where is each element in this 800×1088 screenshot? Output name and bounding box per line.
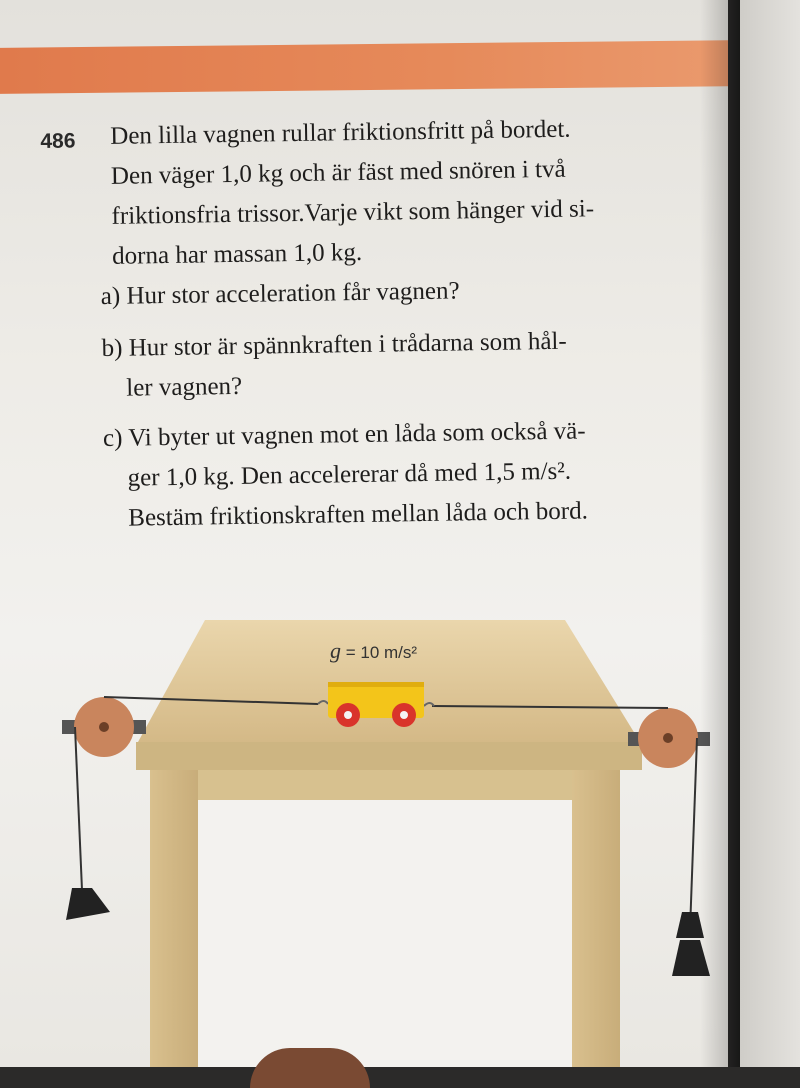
table-diagram <box>0 600 728 1067</box>
part-c-line: ger 1,0 kg. Den accelererar då med 1,5 m/s². <box>127 457 572 492</box>
next-page-edge <box>740 0 800 1067</box>
string-right-down <box>690 738 697 930</box>
cart-rim <box>328 682 424 687</box>
gravity-value: = 10 m/s² <box>341 643 418 662</box>
problem-text <box>40 107 720 532</box>
brown-object <box>250 1048 370 1088</box>
pulley-right-hub <box>663 733 673 743</box>
page-gutter-shadow <box>700 0 740 1067</box>
stem-line: dorna har massan 1,0 kg. <box>111 238 363 270</box>
problem-stem <box>110 107 722 277</box>
orange-header-band <box>0 40 728 94</box>
part-c-line: Bestäm friktionskraften mellan låda och bord. <box>128 497 589 532</box>
problem-number: 486 <box>40 129 76 153</box>
table-leg-right <box>572 770 620 1067</box>
pulley-figure <box>0 600 728 1067</box>
part-c <box>103 409 725 539</box>
gravity-symbol: g <box>330 638 341 663</box>
cart-wheel-left-hub <box>344 711 352 719</box>
stem-line: Den väger 1,0 kg och är fäst med snören i två <box>110 155 566 190</box>
part-c-line: c) Vi byter ut vagnen mot en låda som också vä- <box>102 417 586 453</box>
table-leg-left <box>150 770 198 1067</box>
table-apron <box>150 770 620 800</box>
gravity-label <box>330 638 417 664</box>
part-b <box>101 319 722 409</box>
cart-wheel-right-hub <box>400 711 408 719</box>
part-b-line: b) Hur stor är spännkraften i trådarna som hål- <box>101 327 567 363</box>
string-left-down <box>75 727 82 890</box>
weight-left <box>66 888 110 920</box>
part-a <box>101 267 722 317</box>
stem-line: friktionsfria trissor.Varje vikt som hänger vid si- <box>111 195 595 230</box>
part-a-line: a) Hur stor acceleration får vagnen? <box>100 277 460 311</box>
stem-line: Den lilla vagnen rullar friktionsfritt på bordet. <box>110 115 571 150</box>
pulley-left-hub <box>99 722 109 732</box>
table-underside <box>198 800 572 1067</box>
table-front-edge <box>136 742 642 770</box>
part-b-line: ler vagnen? <box>126 372 243 402</box>
